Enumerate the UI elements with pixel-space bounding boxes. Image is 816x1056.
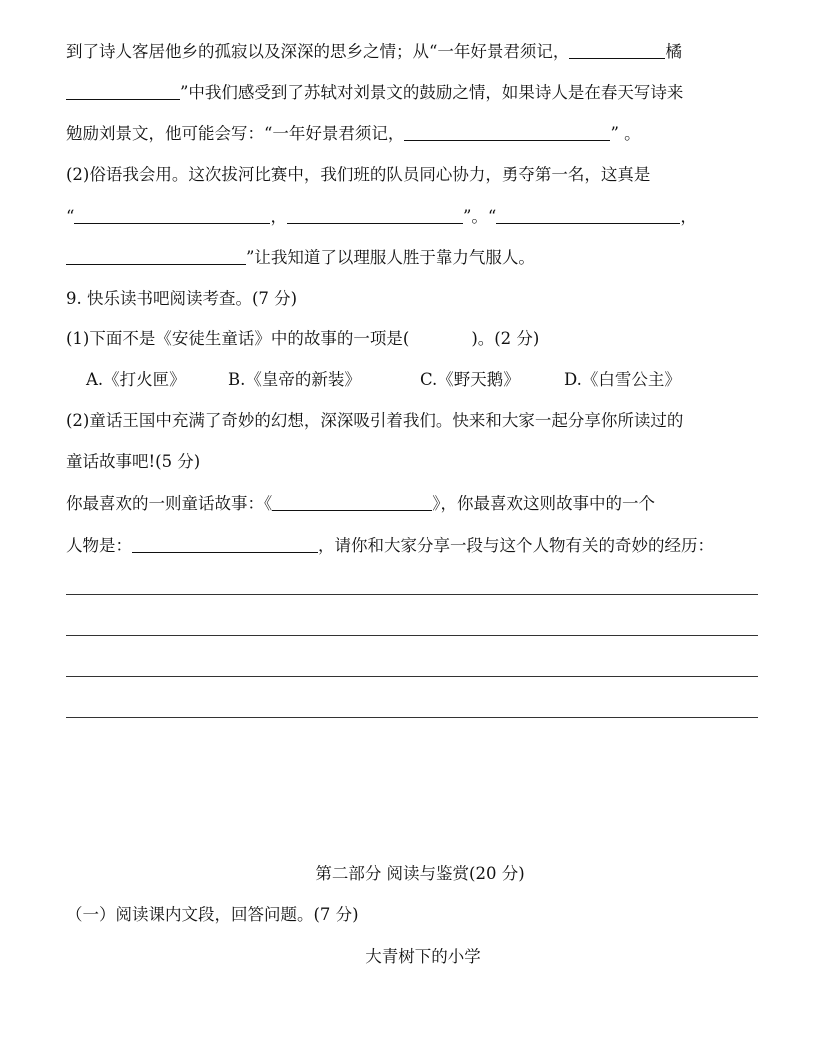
option-d: D.《白雪公主》 xyxy=(564,370,681,389)
writing-line[interactable] xyxy=(66,635,758,636)
q8-part2-line-1: (2)俗语我会用。这次拔河比赛中，我们班的队员同心协力，勇夺第一名，这真是 xyxy=(66,165,651,184)
story-name-blank[interactable] xyxy=(272,494,432,511)
option-c: C.《野天鹅》 xyxy=(420,370,520,389)
character-line: 人物是： ，请你和大家分享一段与这个人物有关的奇妙的经历： xyxy=(66,536,714,555)
q9-part2-line-2: 童话故事吧!(5 分) xyxy=(66,452,201,471)
q8-part2-line-3: ”让我知道了以理服人胜于靠力气服人。 xyxy=(66,247,535,269)
writing-line[interactable] xyxy=(66,717,758,718)
passage-title: 大青树下的小学 xyxy=(365,947,481,966)
option-b: B.《皇帝的新装》 xyxy=(228,370,361,389)
answer-blank[interactable] xyxy=(404,124,610,141)
answer-blank[interactable] xyxy=(66,83,180,100)
answer-blank[interactable] xyxy=(569,42,665,59)
part2-heading: 第二部分 阅读与鉴赏(20 分) xyxy=(315,864,525,883)
answer-blank[interactable] xyxy=(496,207,680,224)
answer-blank[interactable] xyxy=(66,248,246,265)
favorite-story-line: 你最喜欢的一则童话故事：《 》，你最喜欢这则故事中的一个 xyxy=(66,494,655,513)
q9-title: 9. 快乐读书吧阅读考查。(7 分) xyxy=(66,289,298,308)
writing-line[interactable] xyxy=(66,594,758,595)
option-a: A.《打火匣》 xyxy=(86,370,186,389)
q9-part2-line-1: (2)童话王国中充满了奇妙的幻想，深深吸引着我们。快来和大家一起分享你所读过的 xyxy=(66,411,684,430)
answer-blank[interactable] xyxy=(287,207,463,224)
q8-line-2: ”中我们感受到了苏轼对刘景文的鼓励之情，如果诗人是在春天写诗来 xyxy=(66,82,683,104)
q8-line-3: 勉励刘景文，他可能会写：“一年好景君须记， ” 。 xyxy=(66,124,641,143)
writing-line[interactable] xyxy=(66,676,758,677)
q9-part1: (1)下面不是《安徒生童话》中的故事的一项是( )。(2 分) xyxy=(66,329,540,348)
q9-options xyxy=(86,369,681,391)
character-name-blank[interactable] xyxy=(132,536,318,553)
q8-line-1: 到了诗人客居他乡的孤寂以及深深的思乡之情；从“一年好景君须记， 橘 xyxy=(66,42,682,61)
answer-blank[interactable] xyxy=(74,207,270,224)
section-1-instructions: （一）阅读课内文段，回答问题。(7 分) xyxy=(66,905,359,924)
q8-part2-line-2: “ ， ”。“ ， xyxy=(66,207,697,226)
